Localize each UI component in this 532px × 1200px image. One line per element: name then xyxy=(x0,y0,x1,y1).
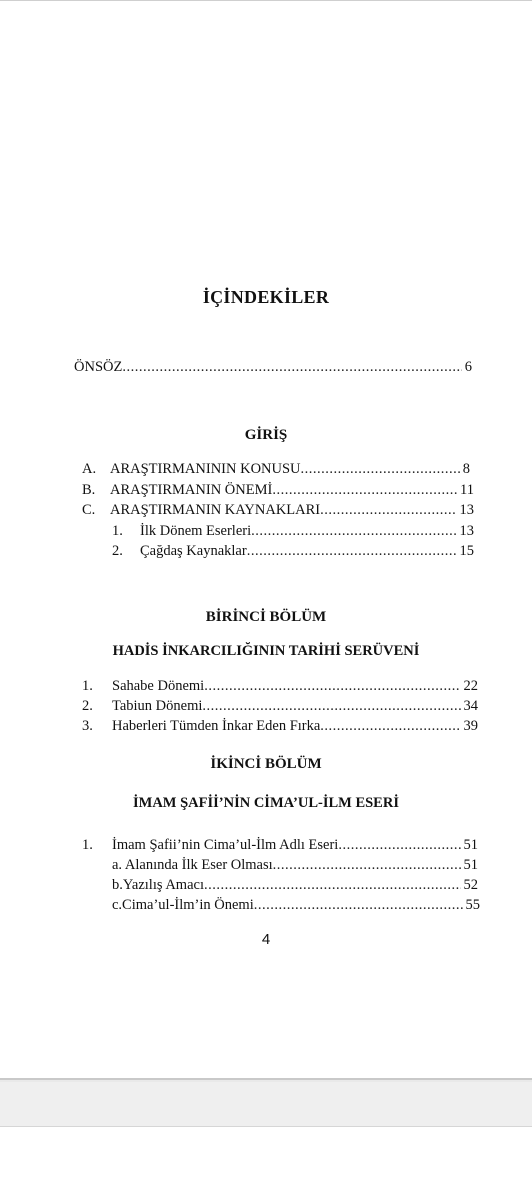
entry-page: 51 xyxy=(463,837,478,853)
leader-dots xyxy=(338,835,460,855)
entry-label: Haberleri Tümden İnkar Eden Fırka xyxy=(112,718,321,734)
entry-number: 1. xyxy=(112,523,123,539)
entry-page: 34 xyxy=(463,698,478,714)
toc-entry[interactable] xyxy=(82,716,478,736)
entry-label: ÖNSÖZ xyxy=(74,359,123,375)
viewer-background xyxy=(0,1127,532,1200)
leader-dots xyxy=(301,459,460,479)
toc-subentry[interactable] xyxy=(112,895,480,915)
leader-dots xyxy=(320,716,460,736)
section-subheading-birinci: HADİS İNKARCILIĞININ TARİHİ SERÜVENİ xyxy=(112,643,420,659)
section-heading-giris: GİRİŞ xyxy=(244,427,288,443)
entry-page: 6 xyxy=(464,359,472,375)
leader-dots xyxy=(272,480,457,500)
entry-number: A. xyxy=(82,461,97,477)
leader-dots xyxy=(247,541,457,561)
entry-number: C. xyxy=(82,502,96,518)
section-heading-birinci: BİRİNCİ BÖLÜM xyxy=(205,609,327,625)
toc-entry[interactable] xyxy=(82,500,474,520)
entry-page: 39 xyxy=(463,718,478,734)
entry-label: c.Cima’ul-İlm’in Önemi xyxy=(112,897,254,913)
entry-page: 15 xyxy=(459,543,474,559)
next-page-edge xyxy=(0,1082,532,1127)
entry-page: 55 xyxy=(465,897,480,913)
leader-dots xyxy=(122,357,461,377)
entry-label: ARAŞTIRMANIN ÖNEMİ xyxy=(110,482,273,498)
section-subheading-ikinci: İMAM ŞAFİİ’NİN CİMA’UL-İLM ESERİ xyxy=(133,795,399,811)
leader-dots xyxy=(251,521,456,541)
toc-entry-onsoz[interactable] xyxy=(74,357,472,377)
toc-subentry[interactable] xyxy=(112,521,474,541)
toc-entry[interactable] xyxy=(82,480,474,500)
entry-label: a. Alanında İlk Eser Olması xyxy=(112,857,273,873)
entry-page: 13 xyxy=(459,502,474,518)
entry-label: ARAŞTIRMANININ KONUSU xyxy=(110,461,301,477)
leader-dots xyxy=(273,855,461,875)
entry-page: 8 xyxy=(462,461,470,477)
toc-entry[interactable] xyxy=(82,696,478,716)
page-number: 4 xyxy=(261,931,271,948)
entry-number: 2. xyxy=(82,698,93,714)
entry-label: Sahabe Dönemi xyxy=(112,678,205,694)
entry-label: b.Yazılış Amacı xyxy=(112,877,204,893)
entry-label: İmam Şafii’nin Cima’ul-İlm Adlı Eseri xyxy=(112,837,339,853)
leader-dots xyxy=(204,875,461,895)
entry-label: İlk Dönem Eserleri xyxy=(140,523,252,539)
entry-page: 51 xyxy=(463,857,478,873)
entry-label: Tabiun Dönemi xyxy=(112,698,203,714)
leader-dots xyxy=(254,895,463,915)
leader-dots xyxy=(320,500,456,520)
toc-entry[interactable] xyxy=(82,676,478,696)
toc-subentry[interactable] xyxy=(112,541,474,561)
toc-subentry[interactable] xyxy=(112,855,478,875)
entry-label: ARAŞTIRMANIN KAYNAKLARI xyxy=(110,502,321,518)
entry-label: Çağdaş Kaynaklar xyxy=(140,543,247,559)
entry-number: 1. xyxy=(82,837,93,853)
entry-page: 13 xyxy=(459,523,474,539)
entry-number: 2. xyxy=(112,543,123,559)
toc-title: İÇİNDEKİLER xyxy=(202,287,330,307)
entry-page: 52 xyxy=(463,877,478,893)
leader-dots xyxy=(202,696,460,716)
entry-number: 3. xyxy=(82,718,93,734)
leader-dots xyxy=(204,676,460,696)
entry-page: 22 xyxy=(463,678,478,694)
toc-entry[interactable] xyxy=(82,835,478,855)
toc-entry[interactable] xyxy=(82,459,470,479)
entry-page: 11 xyxy=(460,482,474,498)
toc-subentry[interactable] xyxy=(112,875,478,895)
section-heading-ikinci: İKİNCİ BÖLÜM xyxy=(210,756,322,772)
entry-number: 1. xyxy=(82,678,93,694)
entry-number: B. xyxy=(82,482,96,498)
